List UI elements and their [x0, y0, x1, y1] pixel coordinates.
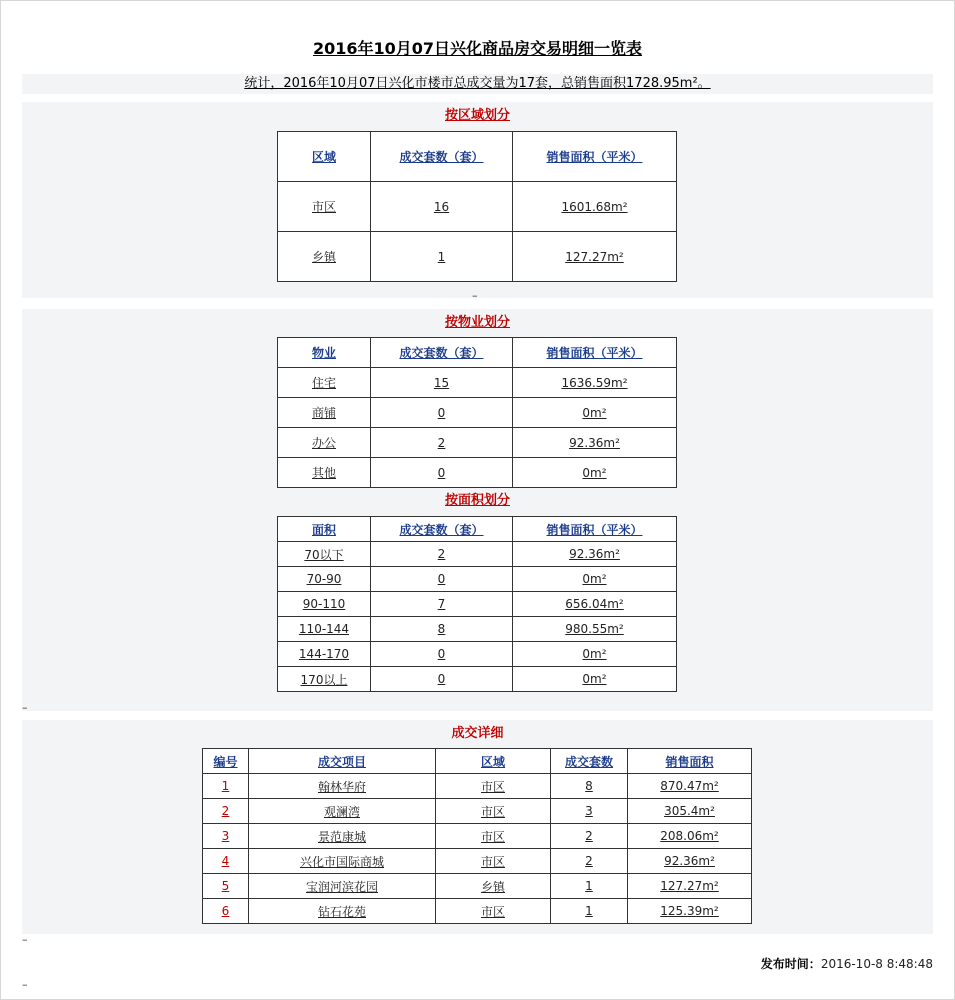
table-row [278, 592, 677, 617]
header-label[interactable]: 成交套数 [564, 754, 613, 769]
table-cell[interactable] [203, 774, 249, 799]
cell-link[interactable]: 1 [585, 904, 593, 918]
page-title[interactable]: 2016年10月07日兴化商品房交易明细一览表 [312, 39, 643, 58]
publish-info [761, 955, 933, 972]
table-cell[interactable] [371, 567, 513, 592]
cell-link[interactable]: 2 [437, 547, 446, 561]
table-cell[interactable] [249, 824, 436, 849]
cell-link[interactable]: 8 [437, 622, 446, 636]
table-cell[interactable] [203, 874, 249, 899]
cell-link[interactable]: 市区 [480, 829, 505, 844]
table-cell[interactable] [513, 567, 677, 592]
cell-link[interactable]: 住宅 [311, 376, 336, 390]
region-panel [22, 102, 933, 298]
table-cell[interactable] [278, 398, 371, 428]
table-cell[interactable] [371, 642, 513, 667]
table-cell[interactable] [278, 642, 371, 667]
area-header-cell[interactable] [513, 338, 677, 368]
table-cell[interactable] [513, 542, 677, 567]
cell-link[interactable]: 1 [221, 779, 230, 793]
table-cell[interactable] [628, 899, 752, 924]
separator-dash: – [22, 978, 28, 991]
cell-link[interactable]: 8 [585, 779, 593, 793]
table-row [203, 899, 752, 924]
count-header-cell[interactable] [371, 338, 513, 368]
header-label[interactable]: 销售面积（平米） [546, 150, 643, 164]
table-cell[interactable] [278, 567, 371, 592]
table-cell[interactable] [513, 398, 677, 428]
header-label[interactable]: 物业 [311, 346, 336, 360]
cell-link[interactable]: 2 [585, 854, 593, 868]
cell-link[interactable]: 1 [437, 249, 446, 264]
count-header-cell[interactable] [371, 132, 513, 182]
table-row [203, 849, 752, 874]
cell-link[interactable]: 市区 [480, 904, 505, 919]
table-cell[interactable] [436, 849, 551, 874]
details-panel [22, 720, 933, 934]
table-cell[interactable] [551, 899, 628, 924]
table-row [278, 458, 677, 488]
size-header-cell[interactable] [278, 517, 371, 542]
cell-link[interactable]: 观澜湾 [323, 804, 360, 819]
table-cell[interactable] [436, 774, 551, 799]
cell-link[interactable]: 0 [437, 572, 446, 586]
header-label[interactable]: 成交套数（套） [399, 522, 484, 537]
cell-link[interactable]: 980.55m² [565, 622, 624, 636]
cell-link[interactable]: 0m² [582, 405, 607, 420]
table-cell[interactable] [371, 617, 513, 642]
property-table [277, 337, 677, 488]
cell-link[interactable]: 0m² [582, 647, 607, 661]
cell-link[interactable]: 2 [585, 829, 593, 843]
table-row [278, 642, 677, 667]
count-header-cell[interactable] [551, 749, 628, 774]
cell-link[interactable]: 3 [221, 829, 230, 843]
table-row [278, 517, 677, 542]
cell-link[interactable]: 7 [437, 597, 446, 611]
table-cell[interactable] [249, 849, 436, 874]
cell-link[interactable]: 1 [585, 879, 593, 893]
cell-link[interactable]: 92.36m² [569, 435, 620, 450]
table-cell[interactable] [278, 232, 371, 282]
table-cell[interactable] [436, 874, 551, 899]
table-cell[interactable] [628, 824, 752, 849]
cell-link[interactable]: 4 [221, 854, 230, 868]
cell-link[interactable]: 208.06m² [660, 829, 719, 843]
table-cell[interactable] [436, 824, 551, 849]
table-cell[interactable] [513, 428, 677, 458]
table-cell[interactable] [371, 182, 513, 232]
cell-link[interactable]: 2 [437, 435, 446, 450]
cell-link[interactable]: 宝润河滨花园 [305, 879, 378, 894]
cell-link[interactable]: 钻石花苑 [317, 904, 366, 919]
id-header-cell[interactable] [203, 749, 249, 774]
table-cell[interactable] [436, 899, 551, 924]
cell-link[interactable]: 兴化市国际商城 [299, 854, 384, 869]
header-label[interactable]: 销售面积（平米） [546, 522, 643, 537]
table-cell[interactable] [628, 849, 752, 874]
table-cell[interactable] [551, 824, 628, 849]
table-row [203, 749, 752, 774]
cell-link[interactable]: 92.36m² [664, 854, 715, 868]
cell-link[interactable]: 92.36m² [569, 547, 620, 561]
table-cell[interactable] [371, 368, 513, 398]
table-cell[interactable] [371, 428, 513, 458]
table-cell[interactable] [551, 874, 628, 899]
cell-link[interactable]: 市区 [480, 804, 505, 819]
details-table [202, 748, 752, 924]
cell-link[interactable]: 15 [433, 375, 450, 390]
cell-link[interactable]: 市区 [480, 779, 505, 794]
summary-text[interactable]: 统计，2016年10月07日兴化市楼市总成交量为17套，总销售面积1728.95m²。 [244, 76, 711, 91]
header-label[interactable]: 区域 [480, 754, 505, 769]
header-label[interactable]: 成交套数（套） [399, 346, 484, 360]
table-cell[interactable] [513, 458, 677, 488]
separator-dash: – [472, 289, 478, 302]
table-cell[interactable] [278, 667, 371, 692]
table-cell[interactable] [278, 428, 371, 458]
summary-bar [22, 74, 933, 94]
cell-link[interactable]: 170以上 [300, 672, 348, 687]
cell-link[interactable]: 70以下 [304, 547, 344, 562]
table-cell[interactable] [278, 182, 371, 232]
table-cell[interactable] [371, 542, 513, 567]
table-row [203, 774, 752, 799]
cell-link[interactable]: 6 [221, 904, 230, 918]
details-heading[interactable]: 成交详细 [451, 726, 504, 741]
table-row [278, 132, 677, 182]
table-cell[interactable] [249, 874, 436, 899]
table-cell[interactable] [203, 824, 249, 849]
cell-link[interactable]: 656.04m² [565, 597, 624, 611]
table-cell[interactable] [628, 874, 752, 899]
table-row [278, 428, 677, 458]
cell-link[interactable]: 127.27m² [660, 879, 719, 893]
table-cell[interactable] [436, 799, 551, 824]
region-table [277, 131, 677, 282]
area-header-cell[interactable] [513, 517, 677, 542]
area-table [277, 516, 677, 692]
publish-label: 发布时间： [760, 957, 821, 971]
table-cell[interactable] [513, 368, 677, 398]
publish-time: 2016-10-8 8:48:48 [820, 957, 933, 971]
cell-link[interactable]: 144-170 [298, 647, 350, 661]
cell-link[interactable]: 3 [585, 804, 593, 818]
table-cell[interactable] [278, 542, 371, 567]
separator-dash: – [22, 701, 28, 714]
cell-link[interactable]: 翰林华府 [317, 779, 366, 794]
table-cell[interactable] [628, 774, 752, 799]
table-cell[interactable] [513, 667, 677, 692]
header-label[interactable]: 区域 [311, 150, 336, 164]
cell-link[interactable]: 110-144 [298, 622, 350, 636]
count-header-cell[interactable] [371, 517, 513, 542]
table-cell[interactable] [203, 899, 249, 924]
cell-link[interactable]: 0 [437, 672, 446, 686]
table-cell[interactable] [278, 592, 371, 617]
table-row [278, 232, 677, 282]
table-row [278, 368, 677, 398]
table-row [278, 617, 677, 642]
separator-dash: – [22, 933, 28, 946]
table-cell[interactable] [513, 642, 677, 667]
table-cell[interactable] [513, 182, 677, 232]
table-cell[interactable] [513, 592, 677, 617]
cell-link[interactable]: 景范康城 [317, 829, 366, 844]
table-cell[interactable] [371, 458, 513, 488]
table-cell[interactable] [278, 368, 371, 398]
cell-link[interactable]: 0 [437, 405, 446, 420]
cell-link[interactable]: 市区 [311, 200, 336, 214]
area-heading[interactable]: 按面积划分 [444, 493, 510, 508]
area-header-cell[interactable] [628, 749, 752, 774]
project-header-cell[interactable] [249, 749, 436, 774]
cell-link[interactable]: 16 [433, 199, 450, 214]
header-label[interactable]: 销售面积（平米） [546, 346, 643, 360]
table-cell[interactable] [371, 398, 513, 428]
table-cell[interactable] [249, 774, 436, 799]
table-cell[interactable] [551, 799, 628, 824]
area-header-cell[interactable] [513, 132, 677, 182]
table-cell[interactable] [513, 232, 677, 282]
table-row [203, 874, 752, 899]
cell-link[interactable]: 2 [221, 804, 230, 818]
table-row [278, 398, 677, 428]
cell-link[interactable]: 0 [437, 465, 446, 480]
cell-link[interactable]: 乡镇 [480, 879, 505, 894]
table-cell[interactable] [513, 617, 677, 642]
header-label[interactable]: 编号 [213, 754, 238, 769]
table-cell[interactable] [203, 849, 249, 874]
cell-link[interactable]: 1636.59m² [561, 375, 628, 390]
table-row [278, 542, 677, 567]
region-header-cell[interactable] [436, 749, 551, 774]
property-heading[interactable]: 按物业划分 [444, 315, 510, 330]
table-row [278, 182, 677, 232]
cell-link[interactable]: 乡镇 [311, 250, 336, 264]
property-header-cell[interactable] [278, 338, 371, 368]
cell-link[interactable]: 125.39m² [660, 904, 719, 918]
region-heading[interactable]: 按区域划分 [444, 108, 510, 123]
cell-link[interactable]: 70-90 [306, 572, 342, 586]
cell-link[interactable]: 305.4m² [664, 804, 715, 818]
cell-link[interactable]: 0m² [582, 465, 607, 480]
cell-link[interactable]: 其他 [311, 466, 336, 480]
table-cell[interactable] [371, 667, 513, 692]
table-row [203, 799, 752, 824]
table-cell[interactable] [551, 774, 628, 799]
cell-link[interactable]: 127.27m² [565, 249, 624, 264]
cell-link[interactable]: 0m² [582, 672, 607, 686]
cell-link[interactable]: 商铺 [311, 406, 336, 420]
table-cell[interactable] [371, 232, 513, 282]
header-label[interactable]: 面积 [311, 522, 336, 537]
property-panel [22, 309, 933, 711]
header-label[interactable]: 成交套数（套） [399, 150, 484, 164]
table-cell[interactable] [628, 799, 752, 824]
table-row [278, 567, 677, 592]
table-row [278, 667, 677, 692]
cell-link[interactable]: 90-110 [302, 597, 346, 611]
table-cell[interactable] [249, 899, 436, 924]
table-cell[interactable] [551, 849, 628, 874]
table-row [203, 824, 752, 849]
cell-link[interactable]: 办公 [311, 436, 336, 450]
table-cell[interactable] [203, 799, 249, 824]
cell-link[interactable]: 870.47m² [660, 779, 719, 793]
table-cell[interactable] [371, 592, 513, 617]
cell-link[interactable]: 0 [437, 647, 446, 661]
header-label[interactable]: 销售面积 [665, 754, 714, 769]
table-cell[interactable] [278, 458, 371, 488]
cell-link[interactable]: 市区 [480, 854, 505, 869]
cell-link[interactable]: 5 [221, 879, 230, 893]
cell-link[interactable]: 1601.68m² [561, 199, 628, 214]
header-label[interactable]: 成交项目 [317, 754, 366, 769]
table-row [278, 338, 677, 368]
table-cell[interactable] [249, 799, 436, 824]
region-header-cell[interactable] [278, 132, 371, 182]
table-cell[interactable] [278, 617, 371, 642]
cell-link[interactable]: 0m² [582, 572, 607, 586]
